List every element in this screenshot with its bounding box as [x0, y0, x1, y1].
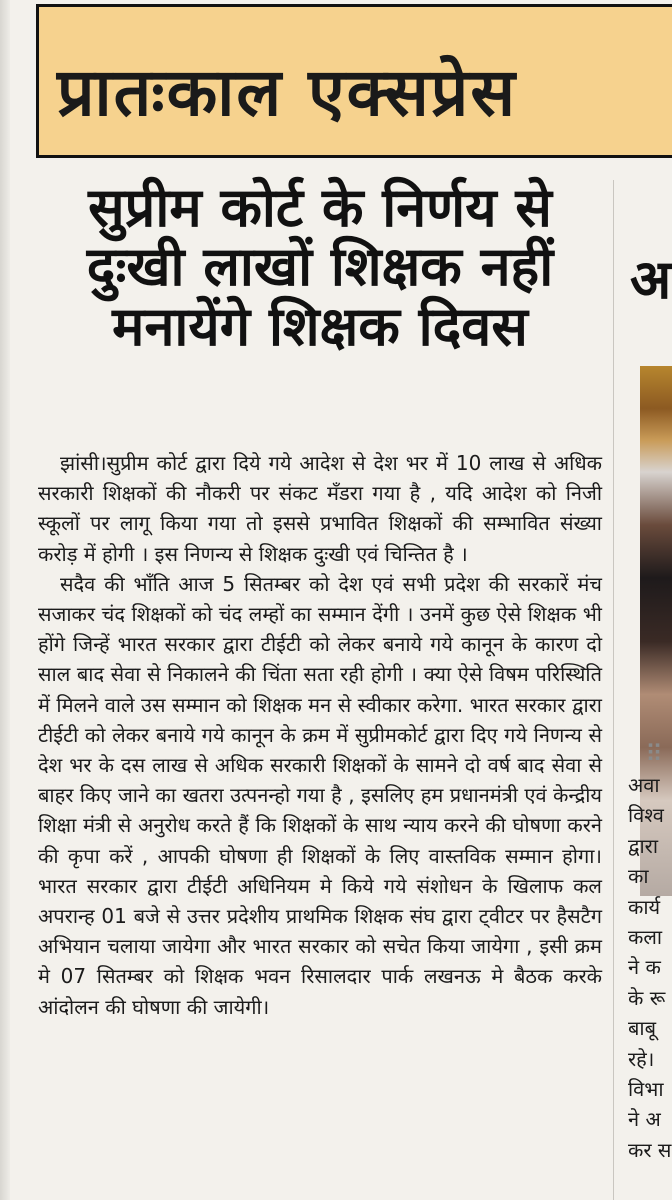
adjacent-line: विश्व: [628, 803, 664, 828]
adjacent-line: कार्य: [628, 894, 661, 919]
headline-line: दुःखी लाखों शिक्षक नहीं: [86, 235, 554, 299]
column-divider: [613, 180, 614, 1200]
adjacent-headline: अ: [630, 248, 672, 311]
adjacent-line: ने क: [628, 955, 661, 980]
adjacent-line: विभा: [628, 1076, 664, 1101]
adjacent-line: कर स: [628, 1137, 672, 1162]
article-headline: [40, 178, 600, 356]
adjacent-line: द्वारा: [628, 833, 659, 858]
adjacent-line: अवा: [628, 773, 660, 797]
masthead-banner: [36, 4, 672, 158]
adjacent-line: ने अ: [628, 1107, 661, 1132]
adjacent-line: कला: [628, 924, 663, 949]
adjacent-line: रहे।: [628, 1046, 655, 1071]
article-paragraph: सदैव की भाँति आज 5 सितम्बर को देश एवं सभी प्रदेश की सरकारें मंच सजाकर चंद शिक्षकों को चंद लम्हों का सम्मान देंगी । उनमें कुछ ऐसे शिक्षक भी होंगे जिन्हें भारत सरकार द्वारा टीईटी को लेकर बनाये गये कानून के कारण दो साल बाद सेवा से निकालने की चिंता सता रही होगी । क्या ऐसे विषम परिस्थिति में मिलने वाले उस सम्मान को शिक्षक मन से स्वीकार करेगा. भारत सरकार द्वारा टीईटी को लेकर बनाये गये कानून के क्रम में सुप्रीमकोर्ट द्वारा दिए गये निणन्य से देश भर के दस लाख से अधिक सरकारी शिक्षकों के सामने दो वर्ष बाद सेवा से बाहर किए जाने का खतरा उत्पनन्हो गया है , इसलिए हम प्रधानमंत्री एवं केन्द्रीय शिक्षा मंत्री से अनुरोध करते हैं कि शिक्षकों के साथ न्याय करने की घोषणा करने की कृपा करें , आपकी घोषणा ही शिक्षकों के लिए वास्तविक सम्मान होगा। भारत सरकार द्वारा टीईटी अधिनियम मे किये गये संशोधन के खिलाफ कल अपरान्ह 01 बजे से उत्तर प्रदेशीय प्राथमिक शिक्षक संघ द्वारा ट्वीटर पर हैसटैग अभियान चलाया जायेगा और भारत सरकार को सचेत किया जायेगा , इसी क्रम मे 07 सितम्बर को शिक्षक भवन रिसालदार पार्क लखनऊ मे बैठक करके आंदोलन की घोषणा की जायेगी।: [38, 571, 602, 1019]
newspaper-title: प्रातःकाल एक्सप्रेस: [57, 54, 517, 131]
adjacent-line: के रू: [628, 985, 666, 1010]
adjacent-article: [620, 180, 672, 1200]
adjacent-line: बाबू: [628, 1016, 657, 1041]
page-edge: [0, 0, 10, 1200]
headline-line: सुप्रीम कोर्ट के निर्णय से: [88, 176, 552, 239]
article-body: [38, 448, 602, 1022]
adjacent-text: [628, 770, 671, 1165]
article-paragraph: झांसी।सुप्रीम कोर्ट द्वारा दिये गये आदेश से देश भर में 10 लाख से अधिक सरकारी शिक्षकों की नौकरी पर संकट मँडरा गया है , यदि आदेश को निजी स्कूलों पर लागू किया गया तो इससे प्रभावित शिक्षकों की सम्भावित संख्या करोड़ में होगी । इस निणन्य से शिक्षक दुःखी एवं चिन्तित है ।: [38, 451, 602, 566]
grid-dots-icon[interactable]: ⠿: [645, 740, 663, 768]
headline-line: मनायेंगे शिक्षक दिवस: [112, 294, 528, 358]
adjacent-line: का: [628, 864, 649, 889]
